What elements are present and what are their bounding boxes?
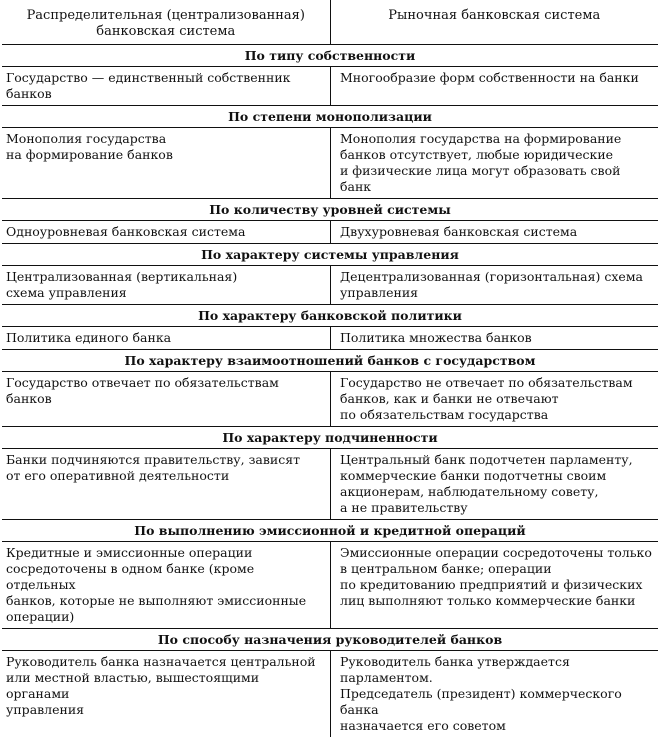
table-row — [2, 67, 658, 106]
section-appointment — [2, 629, 658, 737]
section-management — [2, 244, 658, 305]
table-row — [2, 651, 658, 737]
section-title: По характеру взаимоотношений банков с государством — [2, 350, 658, 372]
cell-centralized: Одноуровневая банковская система — [6, 224, 246, 239]
section-title: По характеру банковской политики — [2, 305, 658, 327]
table-row — [2, 128, 658, 199]
section-state-relations — [2, 350, 658, 427]
table-row — [2, 221, 658, 244]
cell-market: Политика множества банков — [330, 327, 658, 349]
table-row — [2, 372, 658, 427]
table-row — [2, 327, 658, 350]
cell-centralized: Руководитель банка назначается центральной или местной властью, вышестоящими органами управления — [6, 654, 316, 717]
table-header — [2, 0, 658, 45]
cell-centralized: Централизованная (вертикальная) схема управления — [6, 269, 238, 300]
comparison-table — [2, 0, 658, 737]
cell-market: Руководитель банка утверждается парламентом. Председатель (президент) коммерческого банка назначается его советом — [330, 651, 658, 737]
section-monopolization — [2, 106, 658, 199]
cell-market: Центральный банк подотчетен парламенту, коммерческие банки подотчетны своим акционерам, наблюдательному совету, а не правительству — [330, 449, 658, 519]
section-title: По способу назначения руководителей банков — [2, 629, 658, 651]
header-market: Рыночная банковская система — [330, 0, 659, 44]
cell-centralized: Государство отвечает по обязательствам банков — [6, 375, 279, 406]
section-levels — [2, 199, 658, 244]
cell-market: Монополия государства на формирование банков отсутствует, любые юридические и физические лица могут образовать свой банк — [330, 128, 658, 198]
cell-centralized: Банки подчиняются правительству, зависят от его оперативной деятельности — [6, 452, 301, 483]
section-ownership — [2, 45, 658, 106]
section-title: По степени монополизации — [2, 106, 658, 128]
cell-market: Эмиссионные операции сосредоточены только в центральном банке; операции по кредитованию предприятий и физических лиц выполняют только коммерческие банки — [330, 542, 658, 628]
cell-centralized: Политика единого банка — [6, 330, 172, 345]
table-row — [2, 542, 658, 629]
section-title: По количеству уровней системы — [2, 199, 658, 221]
cell-centralized: Монополия государства на формирование банков — [6, 131, 173, 162]
section-operations — [2, 520, 658, 629]
section-title: По типу собственности — [2, 45, 658, 67]
cell-market: Децентрализованная (горизонтальная) схема управления — [330, 266, 658, 304]
section-title: По характеру подчиненности — [2, 427, 658, 449]
table-row — [2, 449, 658, 520]
cell-centralized: Кредитные и эмиссионные операции сосредоточены в одном банке (кроме отдельных банков, которые не выполняют эмиссионные операции) — [6, 545, 307, 624]
cell-market: Двухуровневая банковская система — [330, 221, 658, 243]
header-centralized: Распределительная (централизованная) банковская система — [26, 8, 305, 39]
section-title: По характеру системы управления — [2, 244, 658, 266]
section-subordination — [2, 427, 658, 520]
cell-market: Многообразие форм собственности на банки — [330, 67, 658, 105]
section-title: По выполнению эмиссионной и кредитной операций — [2, 520, 658, 542]
table-row — [2, 266, 658, 305]
section-policy — [2, 305, 658, 350]
cell-centralized: Государство — единственный собственник банков — [6, 70, 291, 101]
cell-market: Государство не отвечает по обязательствам банков, как и банки не отвечают по обязательствам государства — [330, 372, 658, 426]
